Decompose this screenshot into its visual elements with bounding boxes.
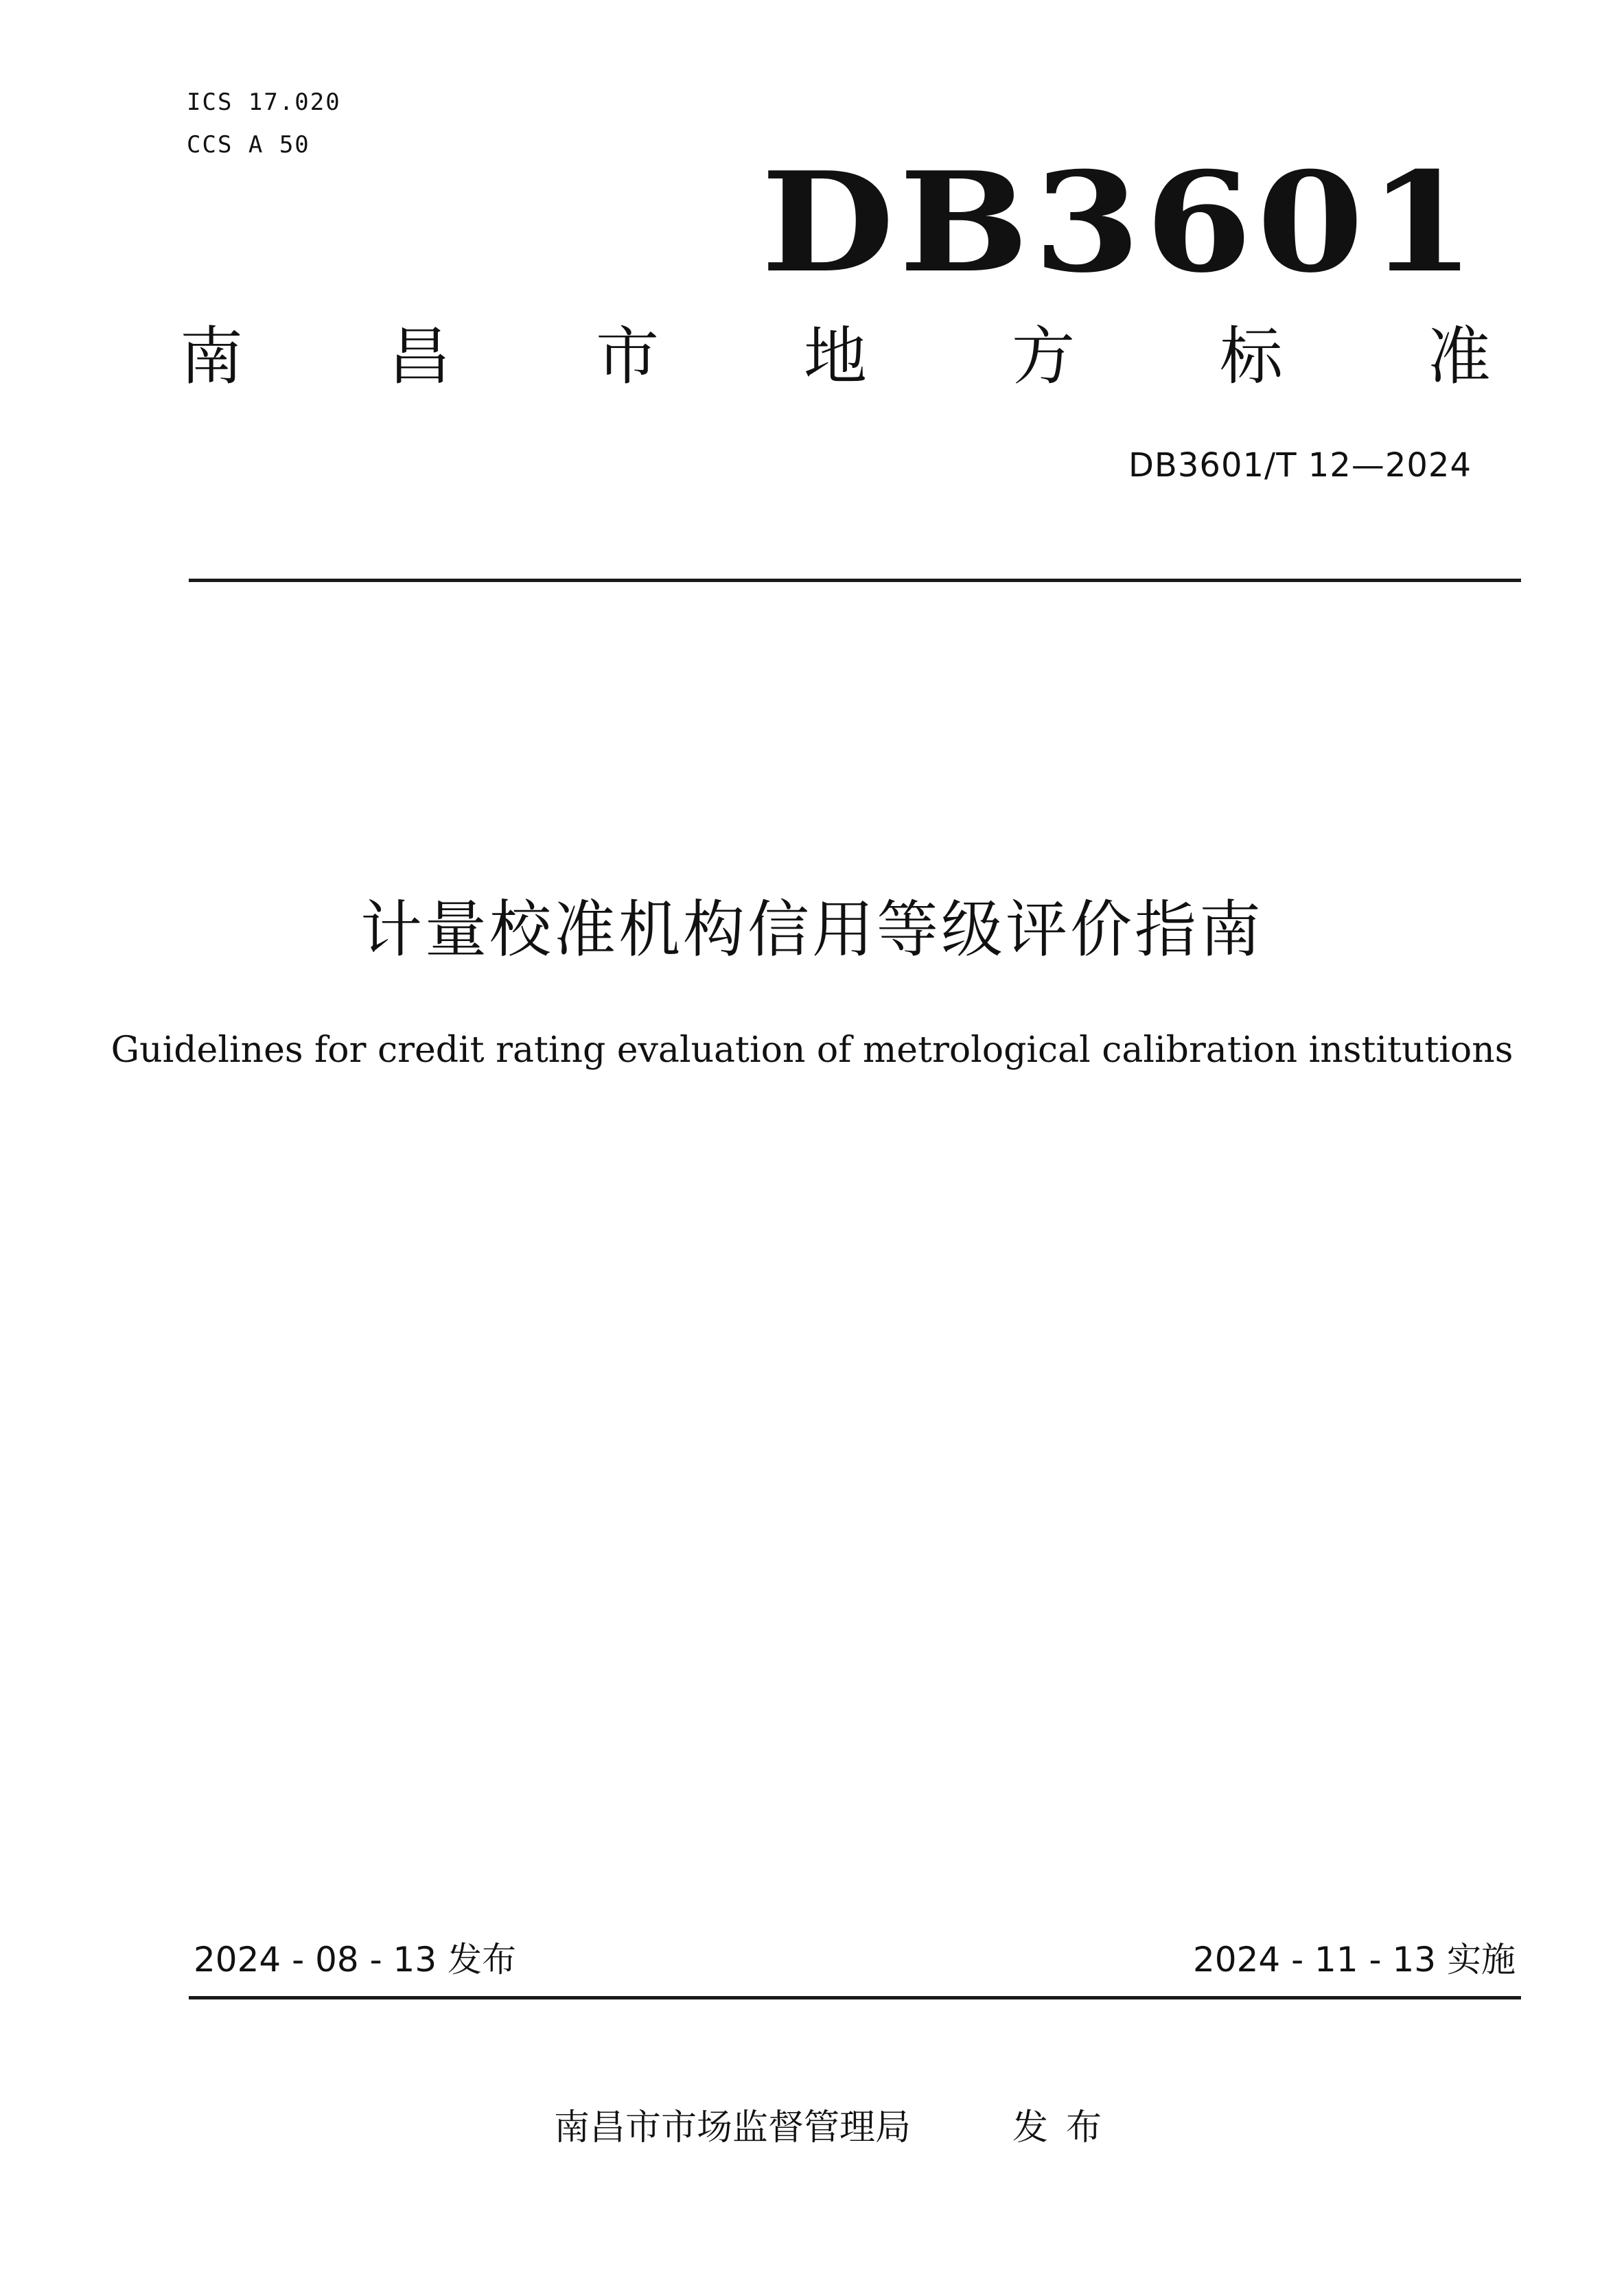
db-standard-logo: DB3601 [761,142,1480,303]
ccs-code: CCS A 50 [187,131,310,159]
publish-action: 发布 [1012,2107,1120,2148]
classification-codes [187,81,341,166]
footer-divider [189,1996,1521,1999]
ics-code: ICS 17.020 [187,89,341,116]
standard-type-char: 昌 [387,320,451,393]
header-divider [189,579,1521,582]
standard-number: DB3601/T 12—2024 [1128,446,1472,485]
standard-type-char: 南 [180,320,244,393]
implementation-date: 2024 - 11 - 13 实施 [1192,1940,1516,1980]
standard-type-char: 标 [1219,320,1283,393]
release-date: 2024 - 08 - 13 发布 [194,1940,517,1980]
standard-type-heading [180,316,1491,398]
standard-type-char: 准 [1427,320,1491,393]
document-title-chinese: 计量校准机构信用等级评价指南 [360,894,1264,966]
standard-type-char: 地 [803,320,867,393]
standard-type-char: 市 [595,320,659,393]
document-title-english: Guidelines for credit rating evaluation of metrological calibration institutions [111,1030,1513,1071]
standard-type-char: 方 [1011,320,1075,393]
publisher-name: 南昌市市场监督管理局 [554,2107,912,2148]
